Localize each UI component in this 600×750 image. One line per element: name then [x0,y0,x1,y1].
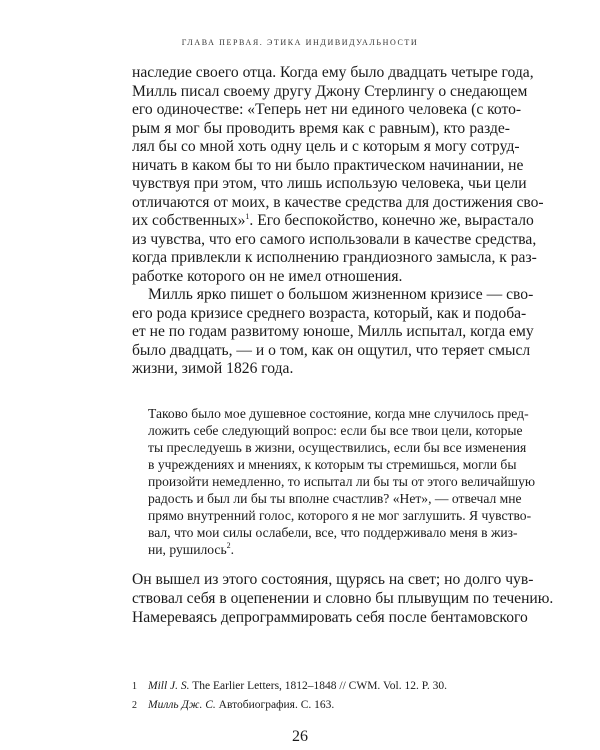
footnote-2 [132,698,334,713]
footnote-number: 1 [132,681,137,692]
text-line: его одиночестве: «Теперь нет ни единого человека (с кото- [132,101,522,118]
footnote-number: 2 [132,700,137,711]
text-line: Он вышел из этого состояния, щурясь на свет; но долго чув- [132,571,534,588]
quote-line: в учреждениях и мнениях, к которым ты стремишься, могли бы [148,457,517,472]
text-line: рым я мог бы проводить время как с равным), кто разде- [132,119,510,137]
text-line: из чувства, что его самого использовали в качестве средства, [132,230,537,248]
quote-line: произойти немедленно, то испытал ли бы ты от этого величайшую [148,474,536,489]
text-line [132,212,534,230]
text-line: Намереваясь депрограммировать себя после бентамовского [132,609,528,626]
quote-line: ложить себе следующий вопрос: если бы все твои цели, которые [148,423,523,438]
text-line: чувствуя при этом, что лишь использую человека, чьи цели [132,175,527,192]
footnote-text: The Earlier Letters, 1812–1848 // CWM. Vol. 12. P. 30. [192,680,447,692]
text-line: жизни, зимой 1826 года. [132,360,294,377]
text-line: ничать в каком бы то ни было практическом начинании, не [132,156,524,174]
footnote-text: Автобиография. С. 163. [218,699,335,711]
quote-line: Таково было мое душевное состояние, когда мне случилось пред- [148,406,529,421]
quote-line: прямо внутренний голос, которого я не мог заглушить. Я чувство- [148,508,532,523]
text-span: . [230,542,235,557]
text-line: когда привлекли к исполнению грандиозного замысла, к раз- [132,249,537,266]
quote-line: вал, что мои силы ослабели, все, что поддерживало меня в жиз- [148,525,518,540]
text-span: . Его беспокойство, конечно же, вырастало [249,212,534,229]
quote-line [148,542,504,558]
footnote-ref-2[interactable]: 2 [226,541,231,550]
quote-line: радость и был ли бы ты вполне счастлив? «Нет», — отвечал мне [148,491,522,506]
text-line: наследие своего отца. Когда ему было двадцать четыре года, [132,64,534,81]
text-line: Милль ярко пишет о большом жизненном кризисе — сво- [148,286,534,303]
text-line: лял бы со мной хоть одну цель и с которым я могу сотруд- [132,138,520,155]
footnote-ref-1[interactable]: 1 [245,212,250,221]
text-line: Милль писал своему другу Джону Стерлингу о снедающем [132,82,528,100]
footnote-1 [132,679,447,694]
text-line: ствовал себя в оцепенении и словно бы плывущим по течению. [132,590,554,607]
text-line: работке которого он не имел отношения. [132,267,403,285]
text-line: ет не по годам развитому юноше, Милль испытал, когда ему [132,323,534,340]
running-header: ГЛАВА ПЕРВАЯ. ЭТИКА ИНДИВИДУАЛЬНОСТИ [181,38,419,47]
text-line: было двадцать, — и о том, как он ощутил, что теряет смысл [132,341,531,359]
footnote-author: Милль Дж. С. [148,699,216,711]
text-line: его рода кризисе среднего возраста, который, как и подоба- [132,304,527,322]
text-span: их собственных» [132,212,246,229]
text-line: отличаются от моих, в качестве средства для достижения сво- [132,193,544,211]
quote-line: ты преследуешь в жизни, осуществились, если бы все изменения [148,440,527,455]
text-span: ни, рушилось [148,542,227,557]
footnote-author: Mill J. S. [148,680,190,692]
page-number: 26 [292,728,308,745]
